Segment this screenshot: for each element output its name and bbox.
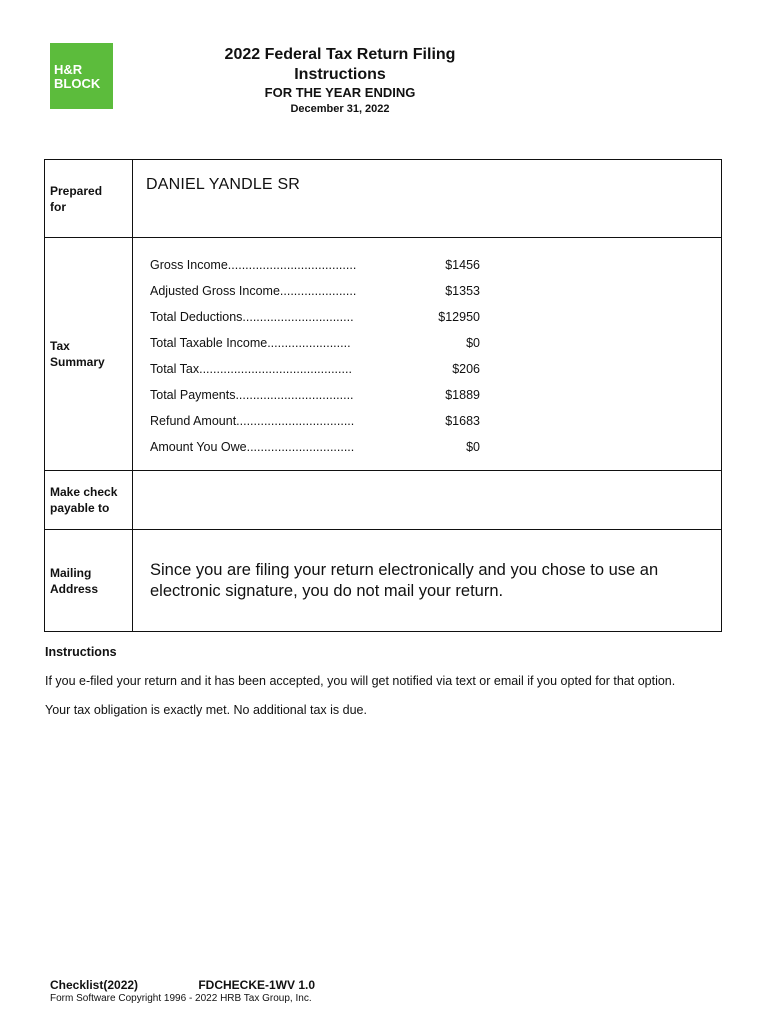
table-row [45, 529, 721, 631]
doc-title-line: Instructions [294, 66, 386, 83]
summary-label: Total Deductions................................ [150, 310, 354, 324]
tax-summary-row [150, 335, 480, 361]
row-label [45, 160, 133, 237]
mailing-address-cell [133, 530, 721, 631]
mailing-address-text: Since you are filing your return electronically and you chose to use an electronic signature, you do not mail your return. [150, 561, 659, 600]
summary-label: Total Payments.................................. [150, 388, 354, 402]
filing-summary-table [44, 159, 722, 632]
table-row [45, 160, 721, 237]
tax-summary-list [150, 257, 480, 465]
summary-value: $1353 [445, 284, 480, 298]
tax-summary-row [150, 283, 480, 309]
tax-summary-row [150, 439, 480, 465]
footer-checklist: Checklist(2022) [50, 978, 139, 992]
summary-value: $1889 [445, 388, 480, 402]
logo-text [54, 63, 100, 91]
tax-summary-cell [133, 238, 721, 470]
logo-text-line1: H&R [54, 62, 83, 77]
summary-label: Gross Income..................................... [150, 258, 357, 272]
instruction-paragraph: Your tax obligation is exactly met. No additional tax is due. [45, 703, 367, 717]
document-title [190, 45, 490, 116]
tax-summary-row [150, 309, 480, 335]
page-footer [50, 978, 450, 1005]
summary-value: $0 [466, 440, 480, 454]
make-check-payable-cell [133, 471, 721, 529]
row-label [45, 471, 133, 529]
summary-value: $1683 [445, 414, 480, 428]
row-label-line: Summary [50, 355, 105, 369]
summary-value: $0 [466, 336, 480, 350]
summary-label: Refund Amount.................................. [150, 414, 355, 428]
row-label [45, 530, 133, 631]
summary-label: Total Taxable Income........................ [150, 336, 351, 350]
summary-label: Amount You Owe............................... [150, 440, 355, 454]
tax-summary-row [150, 361, 480, 387]
tax-summary-row [150, 257, 480, 283]
footer-copyright: Form Software Copyright 1996 - 2022 HRB Tax Group, Inc. [50, 993, 312, 1004]
row-label-line: Prepared [50, 184, 103, 198]
table-row [45, 237, 721, 470]
hr-block-logo [50, 43, 113, 109]
row-label [45, 238, 133, 470]
row-label-line: for [50, 200, 66, 214]
prepared-for-cell [133, 160, 721, 237]
table-row [45, 470, 721, 529]
summary-value: $206 [452, 362, 480, 376]
taxpayer-name: DANIEL YANDLE SR [146, 176, 301, 193]
row-label-line: Make check [50, 485, 118, 499]
title-date: December 31, 2022 [290, 103, 390, 115]
instruction-paragraph: If you e-filed your return and it has been accepted, you will get notified via text or email if you opted for that option. [45, 674, 676, 688]
row-label-line: payable to [50, 501, 110, 515]
row-label-line: Mailing [50, 566, 92, 580]
summary-label: Adjusted Gross Income...................... [150, 284, 357, 298]
footer-form-id: FDCHECKE-1WV 1.0 [198, 978, 316, 992]
row-label-line: Tax [50, 339, 70, 353]
row-label-line: Address [50, 582, 99, 596]
instructions-section [45, 644, 725, 718]
logo-text-line2: BLOCK [54, 76, 101, 91]
footer-form-line [50, 978, 450, 992]
summary-value: $12950 [438, 310, 480, 324]
tax-summary-row [150, 387, 480, 413]
tax-summary-row [150, 413, 480, 439]
instructions-heading: Instructions [45, 645, 117, 659]
title-sub-heading: FOR THE YEAR ENDING [264, 85, 416, 100]
summary-value: $1456 [445, 258, 480, 272]
summary-label: Total Tax............................................ [150, 362, 352, 376]
doc-title-line: 2022 Federal Tax Return Filing [224, 46, 456, 63]
